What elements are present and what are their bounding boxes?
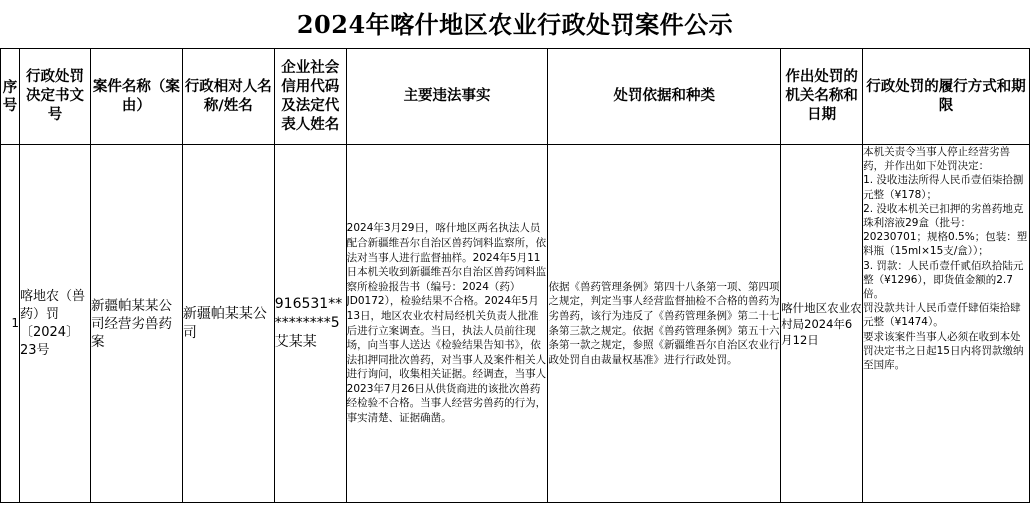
header-basis: 处罚依据和种类 [548,49,781,145]
penalty-table [0,48,1030,503]
header-org-date: 作出处罚的机关名称和日期 [781,49,863,145]
performance-line: 2. 没收本机关已扣押的劣兽药地克珠利溶液29盒（批号：20230701；规格0.5%；包装：塑料瓶（15ml×15支/盒））； [863,202,1028,258]
performance-line: 3. 罚款：人民币壹仟贰佰玖拾陆元整（¥1296），即货值金额的2.7倍。 [863,259,1024,301]
cell-credit [274,145,346,503]
header-performance: 行政处罚的履行方式和期限 [863,49,1030,145]
header-credit: 企业社会信用代码及法定代表人姓名 [274,49,346,145]
table-row [1,145,1030,503]
credit-code: 916531**********5 [274,296,343,331]
cell-facts: 2024年3月29日，喀什地区两名执法人员配合新疆维吾尔自治区兽药饲料监察所，依法对当事人进行监督抽样。2024年5月11日本机关收到新疆维吾尔自治区兽药饲料监察所检验报告书（编号：2024（药）JD0172），检验结果不合格。2024年5月13日，地区农业农村局经机关负责人批准后进行立案调查。当日，执法人员前往现场，向当事人送达《检验结果告知书》，依法扣押同批次兽药，对当事人及案件相关人进行询问，收集相关证据。经调查，当事人2023年7月26日从供货商进的该批次兽药经检验不合格。当事人经营劣兽药的行为，事实清楚、证据确凿。 [346,145,548,503]
header-seq: 序号 [1,49,20,145]
performance-line: 要求该案件当事人必须在收到本处罚决定书之日起15日内将罚款缴纳至国库。 [863,330,1024,372]
header-row [1,49,1030,145]
cell-doc-no: 喀地农（兽药）罚〔2024〕23号 [19,145,90,503]
legal-representative: 艾某某 [274,334,317,350]
cell-party: 新疆帕某某公司 [182,145,274,503]
cell-performance [863,145,1030,503]
page-title: 2024年喀什地区农业行政处罚案件公示 [296,10,734,39]
header-party: 行政相对人名称/姓名 [182,49,274,145]
header-facts: 主要违法事实 [346,49,548,145]
header-case-name: 案件名称（案由） [90,49,182,145]
performance-line: 1. 没收违法所得人民币壹佰柒拾捌元整（¥178）； [863,174,1024,201]
performance-line: 本机关责令当事人停止经营劣兽药，并作出如下处罚决定： [863,146,1011,173]
cell-case-name: 新疆帕某某公司经营劣兽药案 [90,145,182,503]
header-doc-no: 行政处罚决定书文号 [19,49,90,145]
performance-line: 罚没款共计人民币壹仟肆佰柒拾肆元整（¥1474）。 [863,302,1021,329]
cell-seq: 1 [1,145,20,503]
cell-org-date: 喀什地区农业农村局2024年6月12日 [781,145,863,503]
cell-basis: 依据《兽药管理条例》第四十八条第一项、第四项之规定，判定当事人经营监督抽检不合格的兽药为劣兽药，该行为违反了《兽药管理条例》第二十七条第三款之规定。依据《兽药管理条例》第五十六条第一款之规定，参照《新疆维吾尔自治区农业行政处罚自由裁量权基准》进行行政处罚。 [548,145,781,503]
